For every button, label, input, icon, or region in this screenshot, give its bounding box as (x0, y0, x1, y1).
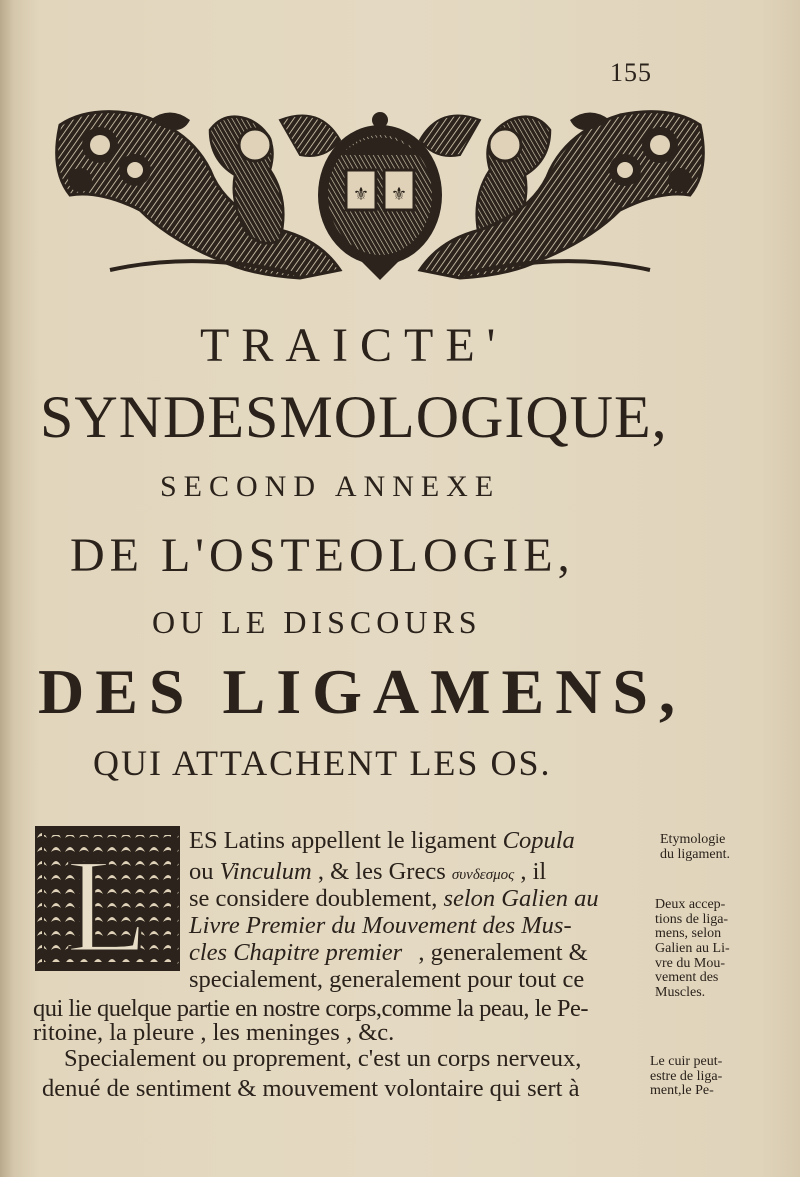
margin-note-acceptions: Deux accep- tions de liga- mens, selon Galien au Li- vre du Mou- vement des Muscles. (655, 897, 730, 1001)
body-line-3: se considere doublement, selon Galien au (189, 885, 599, 912)
body-line-1: ES Latins appellent le ligament Copula (189, 827, 575, 854)
body-line-6: specialement, generalement pour tout ce (189, 966, 585, 993)
dropcap-letter: L (65, 832, 149, 971)
margin-note-cuir: Le cuir peut- estre de liga- ment,le Pe- (650, 1054, 723, 1099)
body-line-10: denué de sentiment & mouvement volontaire qui sert à (42, 1075, 580, 1102)
title-line-3: SECOND ANNEXE (160, 470, 501, 503)
svg-text:⚜: ⚜ (390, 184, 408, 205)
decorated-initial-image (35, 826, 180, 971)
page-number: 155 (610, 58, 652, 87)
title-line-2: SYNDESMOLOGIQUE, (40, 384, 668, 450)
body-line-8: ritoine, la pleure , les meninges , &c. (33, 1019, 395, 1046)
svg-text:⚜: ⚜ (352, 184, 370, 205)
title-line-4: DE L'OSTEOLOGIE, (70, 529, 575, 582)
body-line-4: Livre Premier du Mouvement des Mus- (189, 912, 572, 939)
title-line-1: TRAICTE' (200, 319, 508, 372)
body-line-7: qui lie quelque partie en nostre corps,comme la peau, le Pe- (33, 995, 589, 1022)
title-line-5: OU LE DISCOURS (152, 604, 482, 640)
title-line-6: DES LIGAMENS, (38, 656, 686, 727)
body-line-5: cles Chapitre premier , generalement & (189, 939, 588, 966)
body-line-9: Specialement ou proprement, c'est un corps nerveux, (64, 1045, 582, 1072)
body-line-2: ou Vinculum , & les Grecs συνδεσμος , il (189, 858, 547, 885)
margin-note-etymology: Etymologie du ligament. (660, 832, 730, 862)
headpiece-ornament-image (50, 100, 710, 285)
title-line-7: QUI ATTACHENT LES OS. (93, 743, 552, 783)
